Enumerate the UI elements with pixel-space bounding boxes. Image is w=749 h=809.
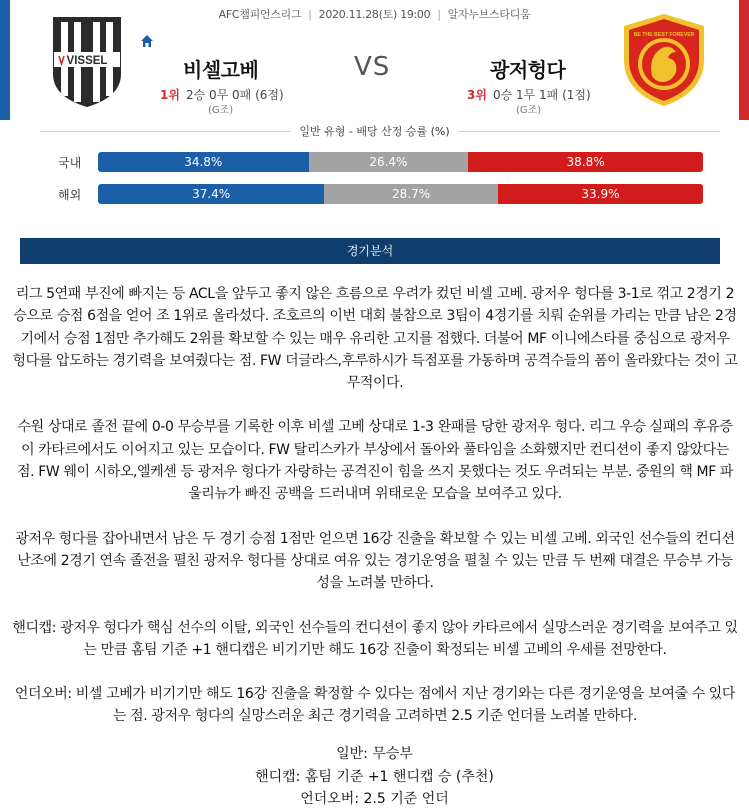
summary-underover: 언더오버: 2.5 기준 언더: [300, 791, 449, 807]
home-team-name: 비셀고베: [183, 58, 259, 82]
analysis-body: [12, 283, 738, 750]
analysis-paragraph: 핸디캡: 광저우 헝다가 핵심 선수의 이탈, 외국인 선수들의 컨디션이 좋지 않아 카타르에서 실망스러운 경기력을 보여주고 있는 만큼 홈팀 기준 +1 핸디캡은 비기기만 해도 16강 진출이 확정되는 비셀 고베의 우세를 전망한다.: [12, 619, 738, 658]
away-team-rank: 3위: [467, 88, 487, 102]
home-win-segment: 37.4%: [98, 184, 324, 204]
odds-row-overseas: [20, 184, 720, 204]
home-team-logo: [50, 14, 124, 108]
odds-bar: [98, 152, 703, 172]
match-datetime: 2020.11.28(토) 19:00: [318, 8, 431, 21]
draw-segment: 28.7%: [324, 184, 498, 204]
home-team-group: (G조): [208, 105, 234, 116]
analysis-paragraph: 광저우 헝다를 잡아내면서 남은 두 경기 승점 1점만 얻으면 16강 진출을 확보할 수 있는 비셀 고베. 외국인 선수들의 컨디션 난조에 2경기 연속 졸전을 펼친 광저우 헝다를 상대로 여유 있는 경기운영을 펼칠 수 있는 만큼 두 번째 대결은 무승부 가능성을 노려볼 만하다.: [15, 530, 735, 592]
odds-bar: [98, 184, 703, 204]
away-logo-text: BE THE BEST FOREVER: [633, 32, 695, 38]
odds-row-label: 해외: [58, 188, 82, 202]
away-team-standing: 0승 1무 1패 (1점): [492, 88, 591, 102]
versus-label: VS: [354, 52, 391, 82]
analysis-paragraph: 수원 상대로 졸전 끝에 0-0 무승부를 기록한 이후 비셀 고베 상대로 1-3 완패를 당한 광저우 헝다. 리그 우승 실패의 후유증이 카타르에서도 이어지고 있는 모습이다. FW 탈리스카가 부상에서 돌아와 풀타임을 소화했지만 컨디션이 좋지 않았다는 점. FW 웨이 시하오,엘케센 등 광저우 헝다가 자랑하는 공격진이 힘을 쓰지 못했다는 것도 우려되는 부분. 중원의 핵 MF 파울리뉴가 빠진 공백을 드러내며 위태로운 모습을 보여주고 있다.: [16, 419, 734, 503]
summary-handicap: 핸디캡: 홈팀 기준 +1 핸디캡 승 (추천): [255, 768, 494, 785]
odds-row-label: 국내: [58, 156, 82, 170]
home-logo-text: VISSEL: [66, 55, 108, 67]
away-team-logo: [618, 12, 710, 108]
competition-name: AFC챔피언스리그: [218, 8, 302, 21]
away-win-segment: 33.9%: [498, 184, 703, 204]
match-venue: 알자누브스타디움: [447, 8, 531, 21]
match-info: AFC챔피언스리그 | 2020.11.28(토) 19:00 | 알자누브스타디움: [218, 8, 531, 21]
prediction-summary: [0, 743, 749, 809]
analysis-paragraph: 언더오버: 비셀 고베가 비기기만 해도 16강 진출을 확정할 수 있다는 점에서 지난 경기와는 다른 경기운영을 보여줄 수 있다는 점. 광저우 헝다의 실망스러운 최근 경기력을 고려하면 2.5 기준 언더를 노려볼 만하다.: [14, 686, 736, 725]
odds-row-domestic: [20, 152, 720, 172]
analysis-paragraph: 리그 5연패 부진에 빠지는 등 ACL을 앞두고 좋지 않은 흐름으로 우려가 컸던 비셀 고베. 광저우 헝다를 3-1로 꺾고 2경기 2승으로 승점 6점을 얻어 조 1위로 올라섰다. 조호르의 이번 대회 불참으로 3팀이 4경기를 치뤄 순위를 가리는 만큼 남은 2경기에서 승점 1점만 추가해도 2위를 확보할 수 있는 매우 유리한 고지를 점했다. 더불어 MF 이니에스타를 중심으로 광저우 헝다를 압도하는 경기력을 보여줬다는 점. FW 더글라스,후루하시가 득점포를 가동하며 공격수들의 폼이 올라왔다는 것이 고무적이다.: [12, 286, 738, 392]
summary-general: 일반: 무승부: [336, 746, 413, 762]
away-team-group: (G조): [516, 105, 542, 116]
away-team-name: 광저헝다: [490, 58, 566, 82]
odds-title: 일반 유형 - 배당 산정 승률 (%): [0, 123, 749, 139]
home-win-segment: 34.8%: [98, 152, 309, 172]
home-team-standing: 2승 0무 0패 (6점): [185, 88, 284, 102]
home-icon[interactable]: [140, 34, 154, 48]
analysis-header: 경기분석: [20, 238, 720, 264]
home-team-rank: 1위: [160, 88, 180, 102]
away-win-segment: 38.8%: [468, 152, 703, 172]
draw-segment: 26.4%: [309, 152, 469, 172]
